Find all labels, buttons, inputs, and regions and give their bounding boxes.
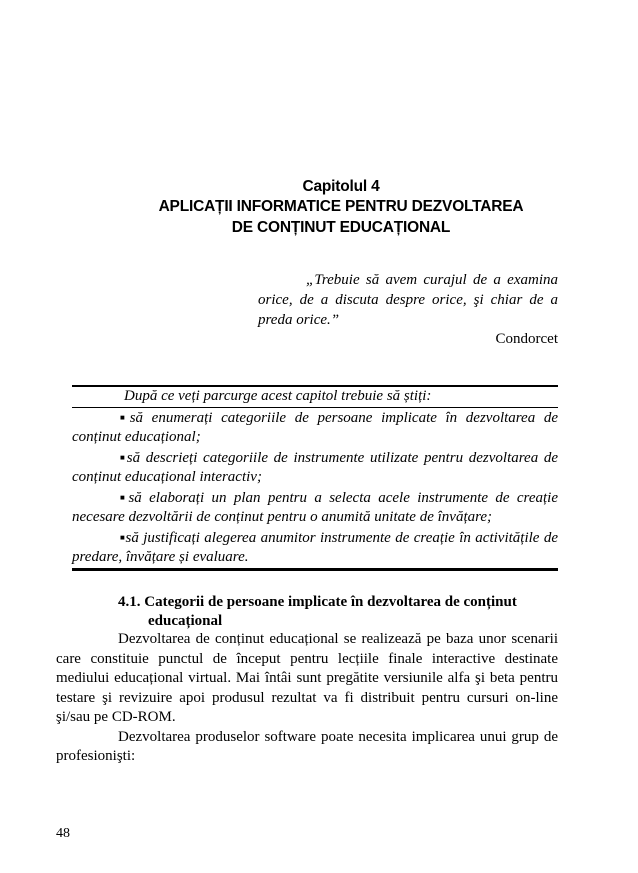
section-title-line2: educațional <box>148 613 223 629</box>
objective-item-text: să descrieți categoriile de instrumente utilizate pentru dezvoltarea de conținut educațional interactiv; <box>72 449 559 485</box>
objective-item <box>72 488 558 528</box>
bullet-icon: ■ <box>120 412 130 422</box>
bullet-icon: ■ <box>120 532 126 542</box>
chapter-number: Capitolul 4 <box>302 178 380 195</box>
objectives-heading: După ce veți parcurge acest capitol trebuie să știți: <box>72 387 558 408</box>
epigraph-quote-text: „Trebuie să avem curajul de a examina orice, de a discuta despre orice, şi chiar de a preda orice.” <box>258 272 558 328</box>
section-title <box>118 593 558 631</box>
objectives-bottom-rule <box>72 569 558 571</box>
epigraph-quote <box>258 270 558 330</box>
objective-item <box>72 448 558 488</box>
objective-item <box>72 408 558 448</box>
objectives-box <box>72 385 558 571</box>
objective-item-text: să enumerați categoriile de persoane implicate în dezvoltarea de conținut educațional; <box>72 409 558 445</box>
page-number: 48 <box>56 826 70 841</box>
paragraph: Dezvoltarea de conținut educațional se realizează pe baza unor scenarii care constituie punctul de început pentru lecțiile finale interactive destinate mediului educațional virtual. Mai întâi sunt pregătite versiunile alfa şi beta pentru testare şi revizuire apoi produsul rezultat va fi distribuit pentru cursuri on-line şi/sau pe CD-ROM. <box>56 631 558 725</box>
chapter-title-line2: DE CONȚINUT EDUCAȚIONAL <box>231 219 451 236</box>
objective-item-text: să elaborați un plan pentru a selecta acele instrumente de creație necesare dezvoltării de conținut pentru o anumită unitate de învățare; <box>72 489 558 525</box>
bullet-icon: ■ <box>120 452 127 462</box>
section-body <box>56 630 558 767</box>
chapter-title-line1: APLICAȚII INFORMATICE PENTRU DEZVOLTAREA <box>158 198 524 215</box>
section-title-line1: 4.1. Categorii de persoane implicate în dezvoltarea de conținut <box>118 594 517 610</box>
objective-item-text: să justificați alegerea anumitor instrumente de creație în activitățile de predare, învățare și evaluare. <box>72 529 558 565</box>
bullet-icon: ■ <box>120 492 129 502</box>
paragraph: Dezvoltarea produselor software poate necesita implicarea unui grup de profesionişti: <box>56 728 558 764</box>
epigraph-author: Condorcet <box>495 331 558 347</box>
objective-item <box>72 528 558 569</box>
